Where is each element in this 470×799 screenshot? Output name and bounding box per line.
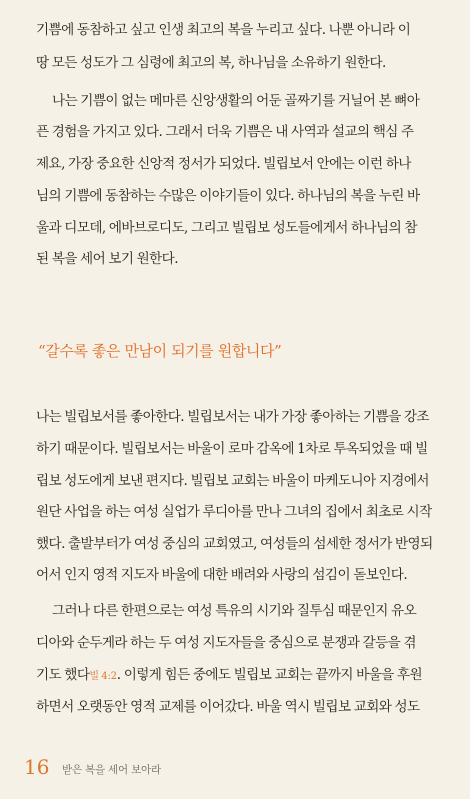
text-run: 기도 했다 (36, 667, 90, 683)
paragraph-line: 어서 인지 영적 지도자 바울에 대한 배려와 사랑의 섬김이 돋보인다. (36, 567, 408, 583)
paragraph-line: 했다. 출발부터가 여성 중심의 교회였고, 여성들의 섬세한 정서가 반영되 (36, 536, 433, 552)
paragraph-line: 땅 모든 성도가 그 심령에 최고의 복, 하나님을 소유하기 원한다. (36, 55, 386, 71)
paragraph-line: 디아와 순두게라 하는 두 여성 지도자들을 중심으로 분쟁과 갈등을 겪 (36, 635, 416, 651)
paragraph-line: 기쁨에 동참하고 싶고 인생 최고의 복을 누리고 싶다. 나뿐 아니라 이 (36, 22, 411, 38)
scripture-reference: 빌 4:2 (89, 671, 117, 682)
paragraph-line: 하기 때문이다. 빌립보서는 바울이 로마 감옥에 1차로 투옥되었을 때 빌 (36, 441, 428, 457)
paragraph-line: 픈 경험을 가지고 있다. 그래서 더욱 기쁨은 내 사역과 설교의 핵심 주 (36, 124, 414, 140)
paragraph-line: 원단 사업을 하는 여성 실업가 루디아를 만나 그녀의 집에서 최초로 시작 (36, 504, 432, 520)
running-footer-title: 받은 복을 세어 보아라 (62, 764, 161, 776)
paragraph-line: 나는 빌립보서를 좋아한다. 빌립보서는 내가 가장 좋아하는 기쁨을 강조 (36, 409, 429, 425)
paragraph-line: 하면서 오랫동안 영적 교제를 이어갔다. 바울 역시 빌립보 교회와 성도 (36, 699, 420, 715)
paragraph-line: 울과 디모데, 에바브로디도, 그리고 빌립보 성도들에게서 하나님의 참 (36, 220, 417, 236)
paragraph-line: 립보 성도에게 보낸 편지다. 빌립보 교회는 바울이 마케도니아 지경에서 (36, 473, 429, 489)
text-run: . 이렇게 힘든 중에도 빌립보 교회는 끝까지 바울을 후원 (116, 667, 422, 683)
paragraph-line: 님의 기쁨에 동참하는 수많은 이야기들이 있다. 하나님의 복을 누린 바 (36, 188, 420, 204)
paragraph-line (36, 666, 444, 686)
paragraph-line: 그러나 다른 한편으로는 여성 특유의 시기와 질투심 때문인지 유오 (52, 603, 417, 619)
page-number: 16 (24, 755, 50, 779)
section-heading: “갈수록 좋은 만남이 되기를 원합니다” (38, 342, 282, 360)
paragraph-line: 나는 기쁨이 없는 메마른 신앙생활의 어둔 골짜기를 거닐어 본 뼈아 (52, 93, 420, 109)
paragraph-line: 제요, 가장 중요한 신앙적 정서가 되었다. 빌립보서 안에는 이런 하나 (36, 156, 411, 172)
paragraph-line: 된 복을 세어 보기 원한다. (36, 251, 178, 267)
